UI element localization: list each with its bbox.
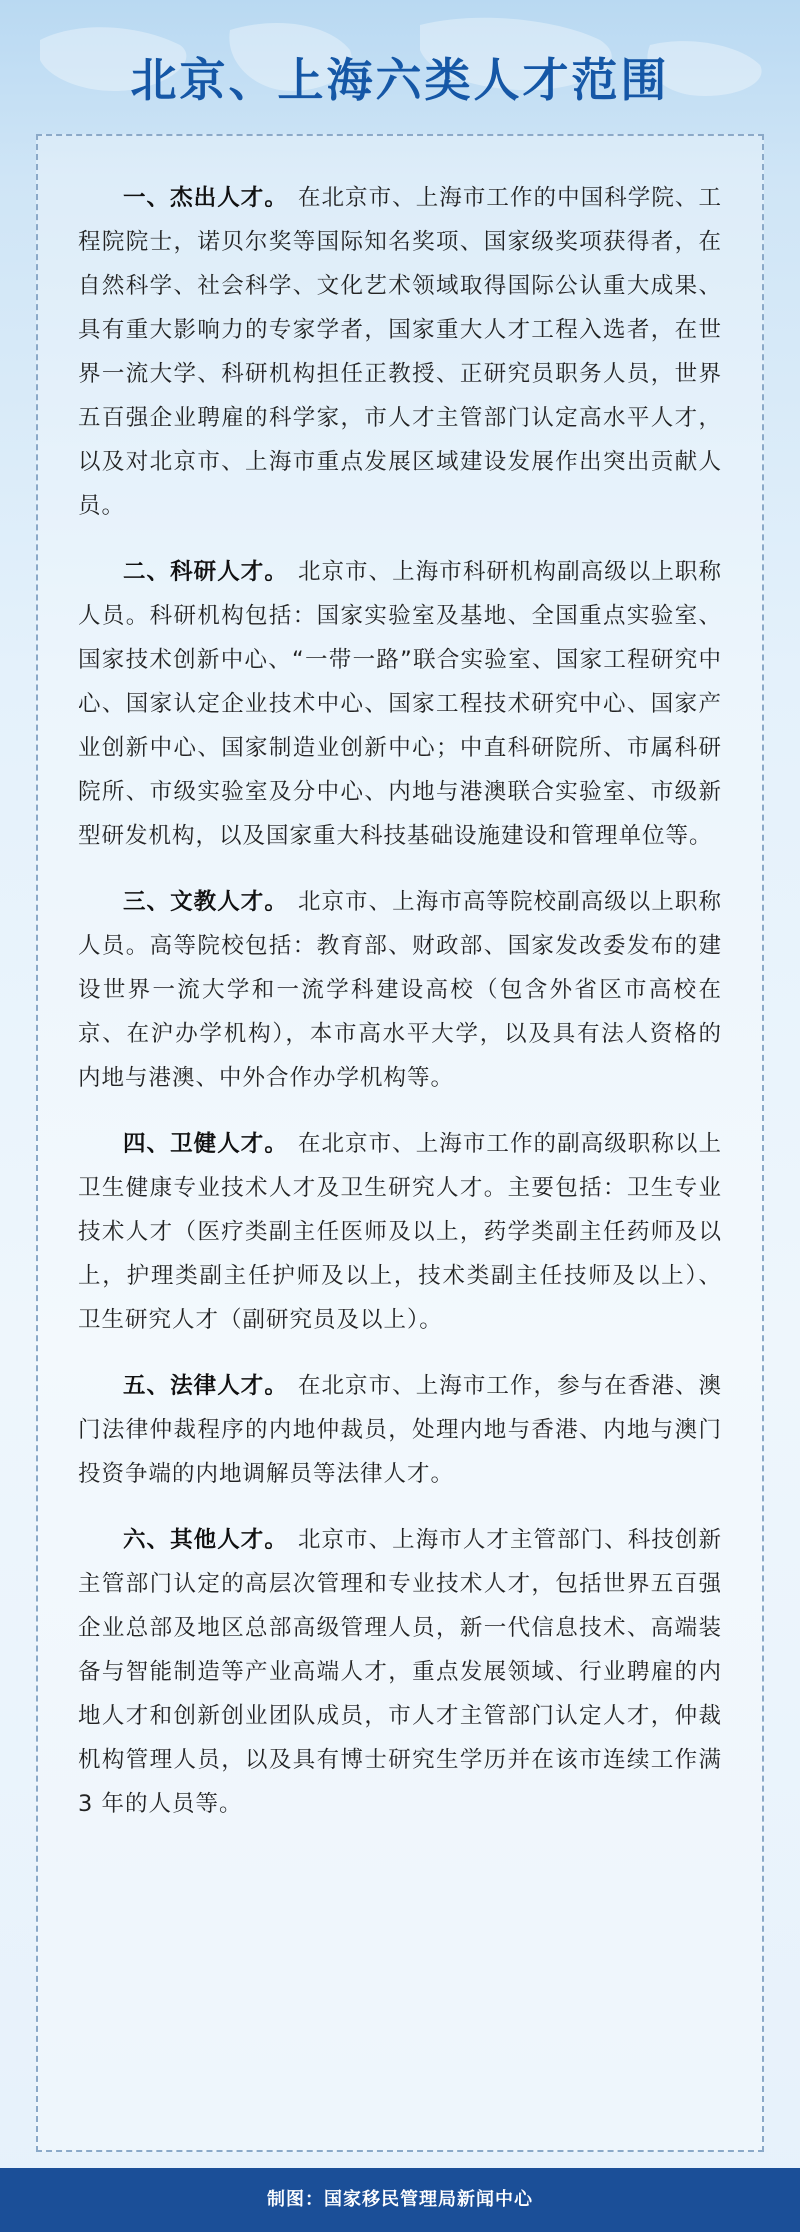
section-heading: 四、卫健人才。 [123, 1131, 288, 1157]
section-body: 北京市、上海市科研机构副高级以上职称人员。科研机构包括：国家实验室及基地、全国重点实验室、国家技术创新中心、“一带一路”联合实验室、国家工程研究中心、国家认定企业技术中心、国家工程技术研究中心、国家产业创新中心、国家制造业创新中心；中直科研院所、市属科研院所、市级实验室及分中心、内地与港澳联合实验室、市级新型研发机构，以及国家重大科技基础设施建设和管理单位等。 [78, 559, 722, 849]
section-body: 北京市、上海市高等院校副高级以上职称人员。高等院校包括：教育部、财政部、国家发改委发布的建设世界一流大学和一流学科建设高校（包含外省区市高校在京、在沪办学机构），本市高水平大学，以及具有法人资格的内地与港澳、中外合作办学机构等。 [78, 889, 722, 1091]
section-legal-talent [78, 1364, 722, 1496]
section-research-talent [78, 550, 722, 858]
section-body: 在北京市、上海市工作，参与在香港、澳门法律仲裁程序的内地仲裁员，处理内地与香港、内地与澳门投资争端的内地调解员等法律人才。 [78, 1373, 722, 1487]
section-heading: 一、杰出人才。 [123, 185, 288, 211]
section-body: 在北京市、上海市工作的副高级职称以上卫生健康专业技术人才及卫生研究人才。主要包括：卫生专业技术人才（医疗类副主任医师及以上，药学类副主任药师及以上，护理类副主任护师及以上，技术类副主任技师及以上）、卫生研究人才（副研究员及以上）。 [78, 1131, 722, 1333]
section-heading: 二、科研人才。 [123, 559, 288, 585]
section-heading: 三、文教人才。 [123, 889, 288, 915]
section-body: 北京市、上海市人才主管部门、科技创新主管部门认定的高层次管理和专业技术人才，包括世界五百强企业总部及地区总部高级管理人员，新一代信息技术、高端装备与智能制造等产业高端人才，重点发展领域、行业聘雇的内地人才和创新创业团队成员，市人才主管部门认定人才，仲裁机构管理人员，以及具有博士研究生学历并在该市连续工作满 3 年的人员等。 [78, 1527, 722, 1817]
footer-credit: 制图：国家移民管理局新闻中心 [0, 2168, 800, 2232]
section-health-talent [78, 1122, 722, 1342]
section-outstanding-talent [78, 176, 722, 528]
page-title: 北京、上海六类人才范围 [130, 53, 670, 107]
content-panel [36, 134, 764, 2152]
section-heading: 五、法律人才。 [123, 1373, 288, 1399]
section-other-talent [78, 1518, 722, 1826]
section-body: 在北京市、上海市工作的中国科学院、工程院院士，诺贝尔奖等国际知名奖项、国家级奖项获得者，在自然科学、社会科学、文化艺术领域取得国际公认重大成果、具有重大影响力的专家学者，国家重大人才工程入选者，在世界一流大学、科研机构担任正教授、正研究员职务人员，世界五百强企业聘雇的科学家，市人才主管部门认定高水平人才，以及对北京市、上海市重点发展区域建设发展作出突出贡献人员。 [78, 185, 722, 519]
section-heading: 六、其他人才。 [123, 1527, 288, 1553]
section-education-talent [78, 880, 722, 1100]
